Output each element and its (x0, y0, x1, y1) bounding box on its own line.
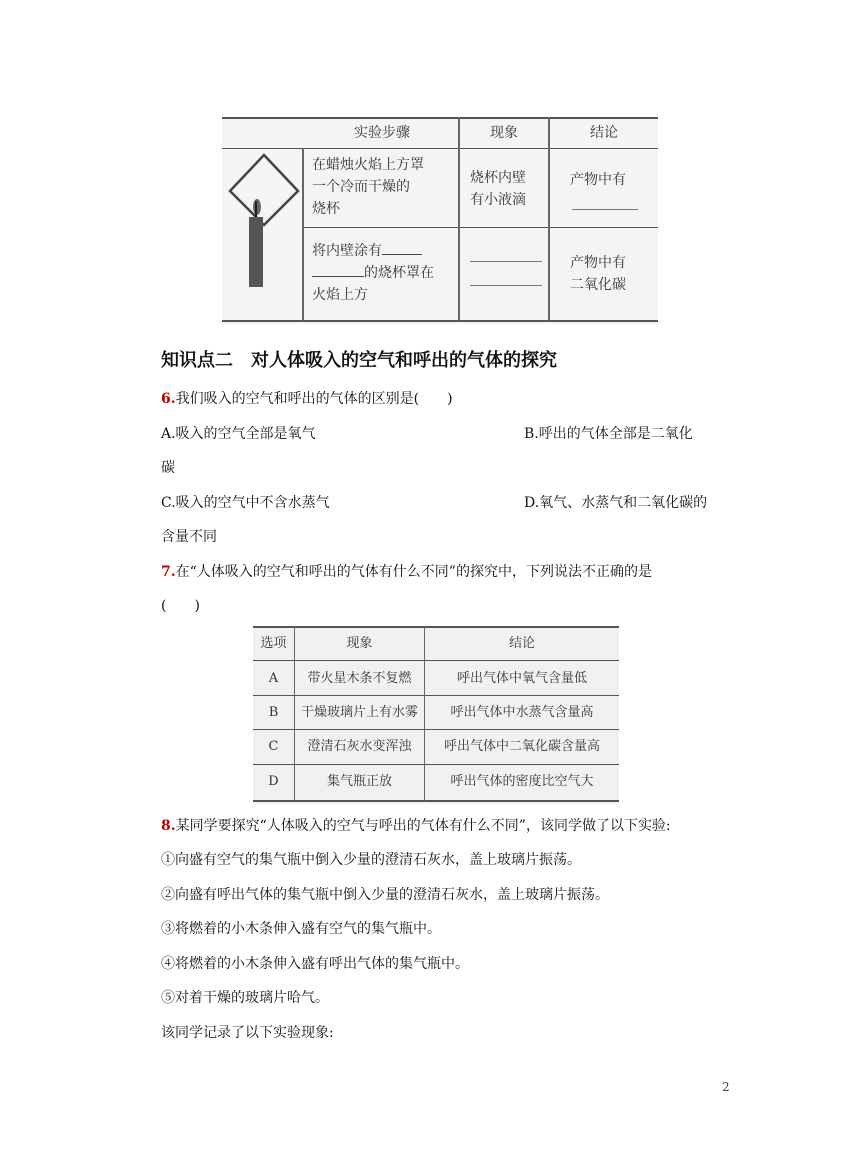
row-b-phenomenon: 干燥玻璃片上有水雾 (300, 705, 418, 720)
row1-phenomenon-line2: 有小液滴 (470, 192, 526, 208)
row-c-conclusion: 呼出气体中二氧化碳含量高 (443, 739, 600, 754)
row1-step-line3: 烧杯 (312, 201, 340, 217)
question-number: 6. (161, 391, 176, 407)
table-rule (253, 626, 619, 628)
row1-step-line2: 一个冷而干燥的 (312, 179, 410, 195)
row-a-option: A (268, 671, 279, 686)
table-rule (222, 117, 658, 119)
question-number: 7. (161, 564, 176, 580)
q7-paren: ( ) (161, 598, 200, 614)
table-rule (253, 729, 619, 730)
q6-option-d: D.氧气、水蒸气和二氧化碳的 (524, 495, 708, 511)
row-d-conclusion: 呼出气体的密度比空气大 (450, 774, 594, 789)
row2-step-line1: 将内壁涂有 (312, 241, 422, 262)
q8-step-1: ①向盛有空气的集气瓶中倒入少量的澄清石灰水，盖上玻璃片振荡。 (161, 852, 581, 868)
candle-beaker-icon (224, 151, 302, 321)
q8-stem: 8.某同学要探究“人体吸入的空气与呼出的气体有什么不同”，该同学做了以下实验: (161, 818, 671, 834)
row-d-option: D (268, 774, 279, 789)
header-phenomenon: 现象 (346, 636, 373, 651)
row2-step-line2: 的烧杯罩在 (312, 263, 434, 284)
options-table (253, 626, 619, 804)
row2-conclusion-line2: 二氧化碳 (570, 277, 626, 293)
row-b-option: B (268, 705, 279, 720)
row1-phenomenon-line1: 烧杯内壁 (470, 170, 526, 186)
table-rule (302, 148, 304, 321)
q6-stem: 6.我们吸入的空气和呼出的气体的区别是( ) (161, 391, 453, 407)
q6-option-d-cont: 含量不同 (161, 529, 217, 545)
table-rule (253, 800, 619, 802)
experiment-table (222, 117, 658, 324)
q8-step-3: ③将燃着的小木条伸入盛有空气的集气瓶中。 (161, 921, 441, 937)
table-rule (302, 227, 658, 228)
row-c-option: C (268, 739, 279, 754)
answer-blank (312, 276, 364, 277)
row-b-conclusion: 呼出气体中水蒸气含量高 (450, 705, 594, 720)
header-conclusion: 结论 (590, 125, 618, 141)
answer-blank (572, 209, 638, 210)
table-rule (253, 660, 619, 661)
row2-step-line3: 火焰上方 (312, 287, 368, 303)
q6-option-b: B.呼出的气体全部是二氧化 (524, 426, 693, 442)
section-title: 知识点二 对人体吸入的空气和呼出的气体的探究 (161, 350, 557, 371)
q7-stem: 7.在“人体吸入的空气和呼出的气体有什么不同”的探究中，下列说法不正确的是 (161, 564, 652, 580)
row-c-phenomenon: 澄清石灰水变浑浊 (307, 739, 412, 754)
answer-blank (470, 261, 542, 262)
row1-conclusion: 产物中有 (570, 172, 626, 188)
row-d-phenomenon: 集气瓶正放 (326, 774, 392, 789)
table-rule (253, 764, 619, 765)
q6-option-c: C.吸入的空气中不含水蒸气 (161, 495, 330, 511)
q6-option-b-cont: 碳 (161, 460, 175, 476)
header-option: 选项 (260, 636, 287, 651)
answer-blank (470, 285, 542, 286)
table-rule (458, 117, 460, 321)
q8-step-5: ⑤对着干燥的玻璃片哈气。 (161, 990, 329, 1006)
header-conclusion: 结论 (508, 636, 535, 651)
row1-step-line1: 在蜡烛火焰上方罩 (312, 157, 424, 173)
row-a-phenomenon: 带火星木条不复燃 (307, 671, 412, 686)
q8-step-2: ②向盛有呼出气体的集气瓶中倒入少量的澄清石灰水，盖上玻璃片振荡。 (161, 887, 609, 903)
table-rule (253, 695, 619, 696)
q6-option-a: A.吸入的空气全部是氧气 (161, 426, 316, 442)
question-number: 8. (161, 818, 176, 834)
row-a-conclusion: 呼出气体中氧气含量低 (456, 671, 587, 686)
table-rule (222, 148, 658, 149)
header-phenomenon: 现象 (490, 125, 518, 141)
header-step: 实验步骤 (354, 125, 410, 141)
table-rule (548, 117, 550, 321)
row2-conclusion-line1: 产物中有 (570, 255, 626, 271)
page-number: 2 (722, 1080, 730, 1094)
answer-blank (382, 254, 422, 255)
q8-step-4: ④将燃着的小木条伸入盛有呼出气体的集气瓶中。 (161, 956, 469, 972)
q8-closing: 该同学记录了以下实验现象: (161, 1025, 334, 1041)
